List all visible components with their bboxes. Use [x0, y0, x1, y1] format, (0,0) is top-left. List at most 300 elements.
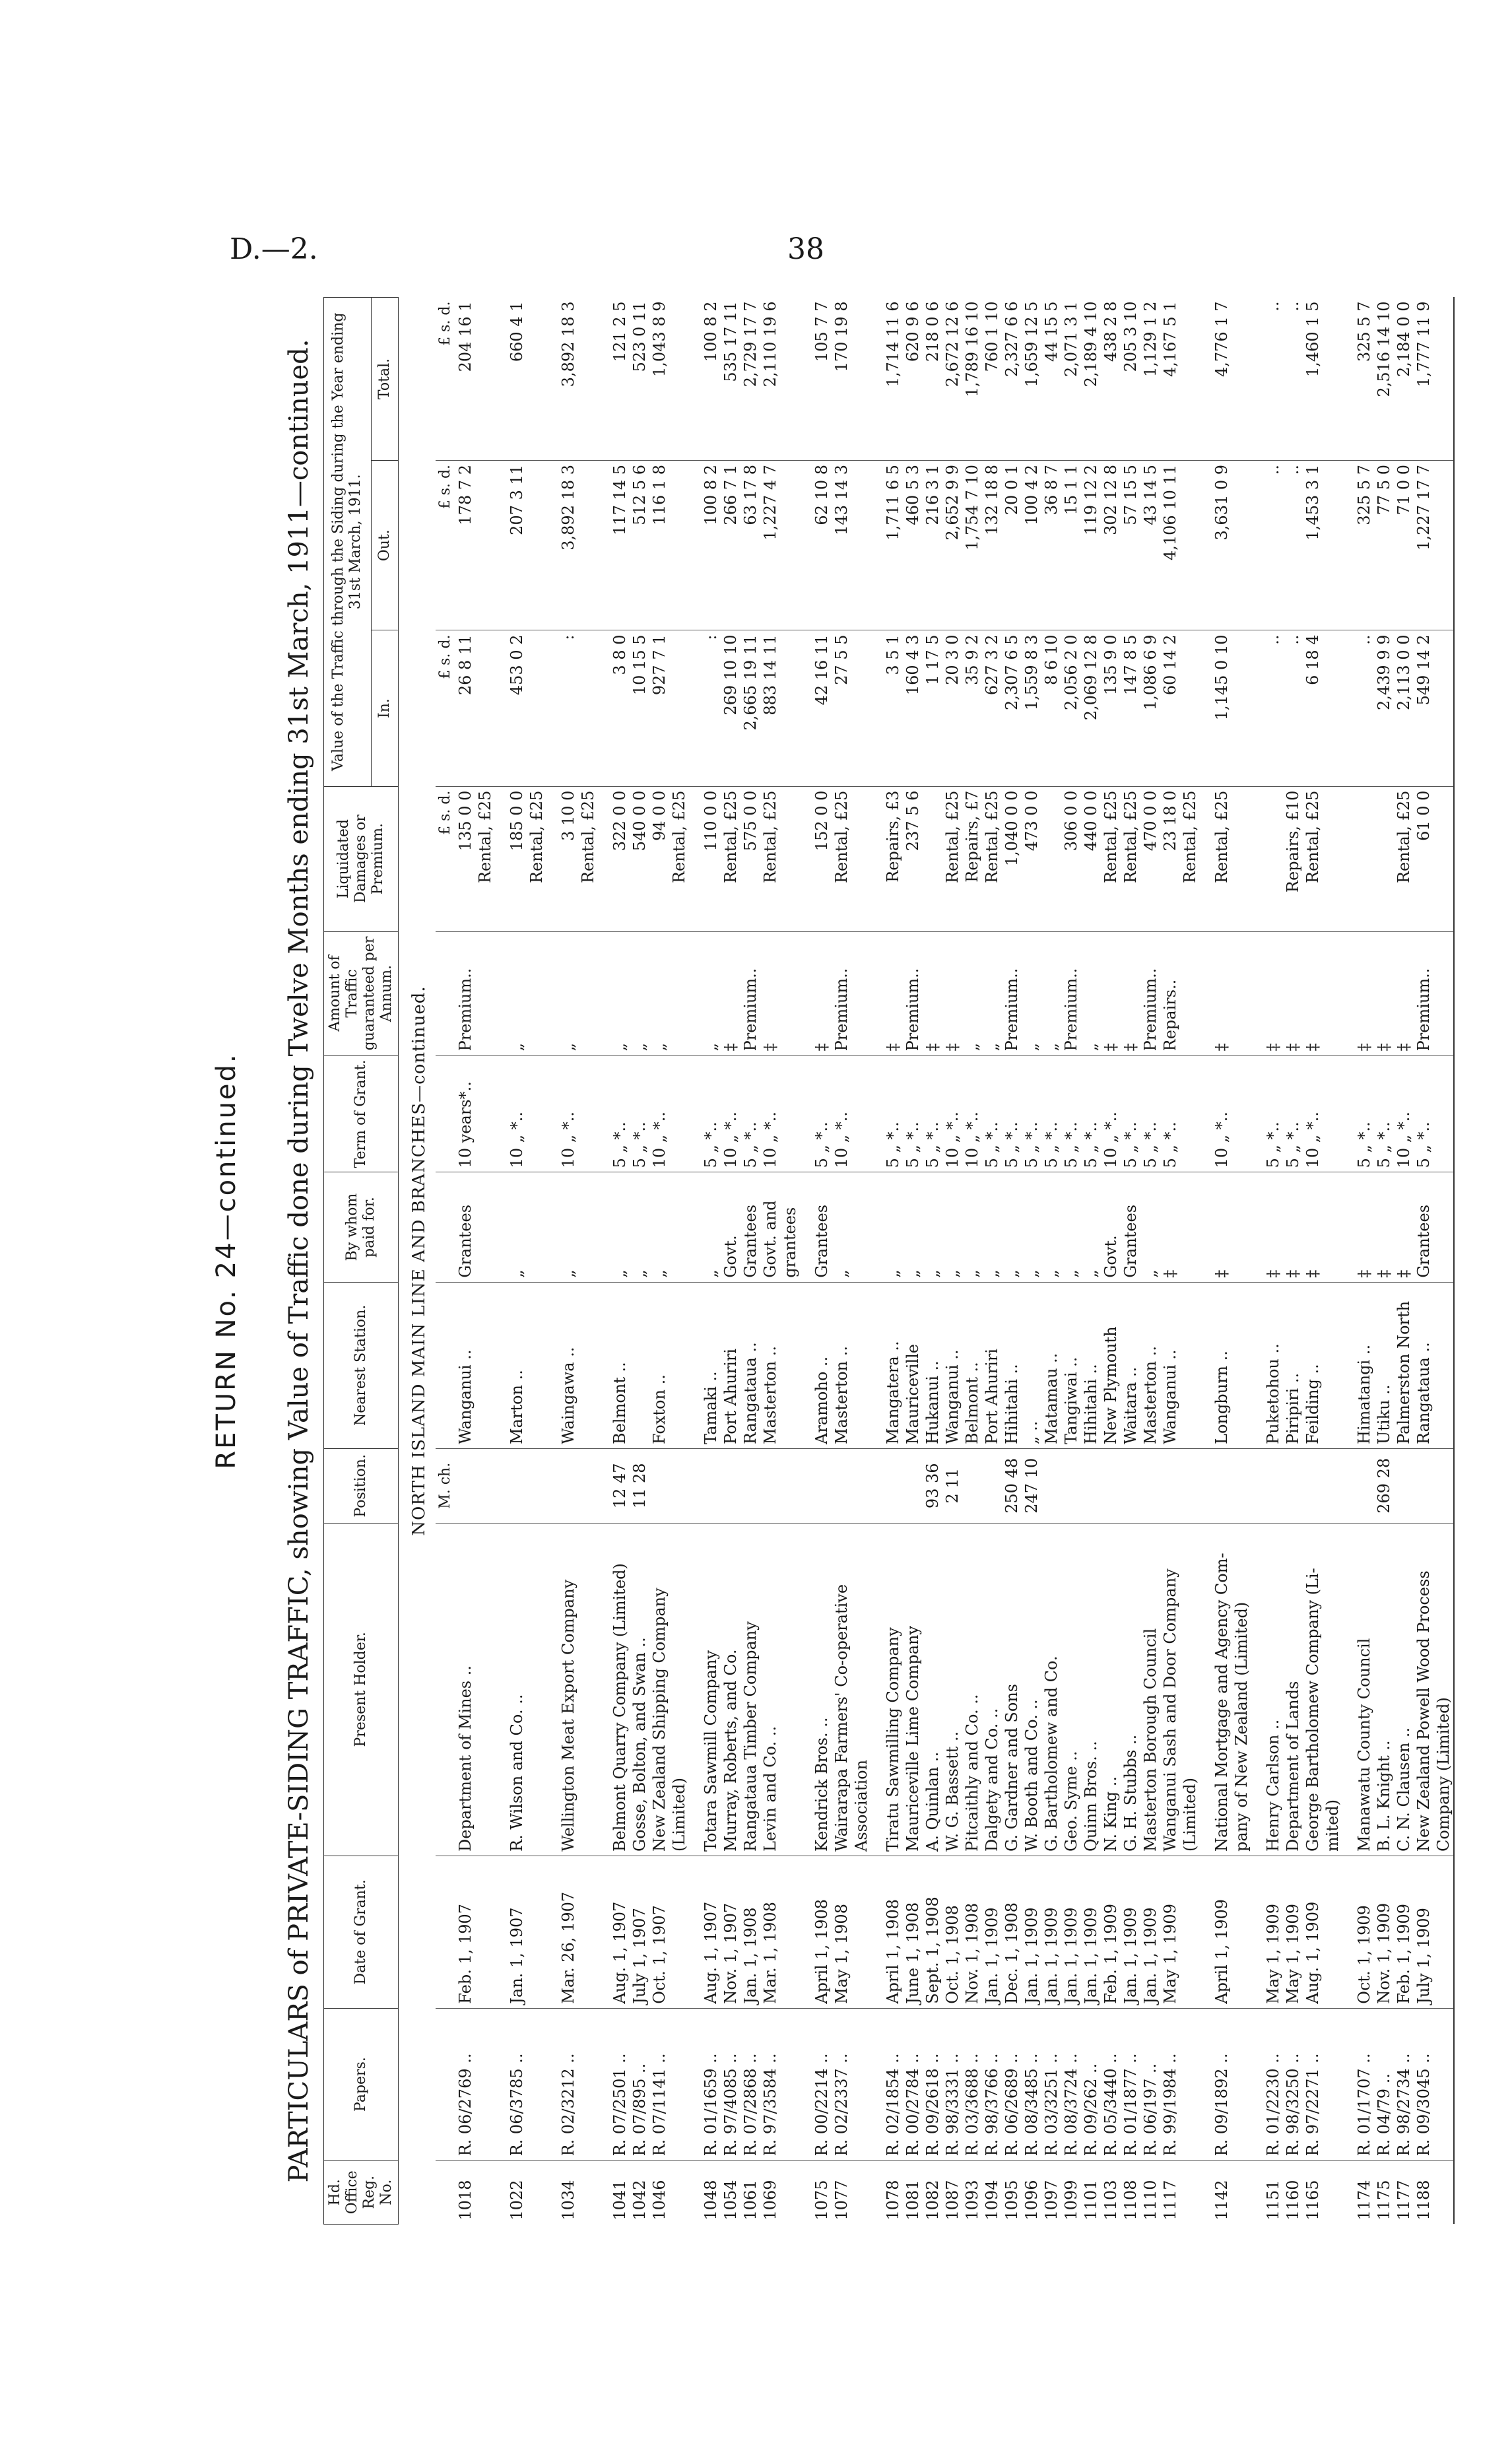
table-row [1303, 298, 1323, 2225]
cell-position [527, 1448, 546, 1523]
cell-value-in: 2,056 2 0 [1061, 630, 1081, 786]
cell-value-out: 36 8 7 [1041, 460, 1061, 630]
cell-paid-by: Grantees [455, 1172, 475, 1282]
cell-position [1101, 1448, 1121, 1523]
cell-value-in: 3 8 0 [610, 630, 630, 786]
cell-value-total: .. [1263, 298, 1283, 461]
cell-damages: Repairs, £7 [962, 786, 982, 931]
cell-papers: R. 01/1659 .. [701, 2008, 721, 2161]
cell-nearest-station: Palmerston North [1394, 1282, 1414, 1448]
cell-term [475, 1056, 495, 1172]
cell-value-total: 1,789 16 10 [962, 298, 982, 461]
cell-paid-by: „ [923, 1172, 942, 1282]
cell-paid-by: ‡ [1303, 1172, 1323, 1282]
cell-date-of-grant: May 1, 1908 [832, 1856, 851, 2008]
cell-present-holder: Levin and Co. .. [760, 1523, 780, 1856]
cell-term: 5 „ *.. [1002, 1056, 1022, 1172]
cell-term: 5 „ *.. [903, 1056, 923, 1172]
cell-value-total: 325 5 7 [1354, 298, 1374, 461]
cell-nearest-station [851, 1282, 871, 1448]
col-header-hd-office-reg-no: Hd. Office Reg. No. [324, 2161, 399, 2225]
cell-present-holder: New Zealand Powell Wood Process [1414, 1523, 1433, 1856]
cell-reg-no: 1082 [923, 2180, 942, 2221]
cell-nearest-station: Puketohou .. [1263, 1282, 1283, 1448]
cell-value-in: .. [1283, 630, 1303, 786]
cell-present-holder: Murray, Roberts, and Co. [721, 1523, 740, 1856]
cell-present-holder: Belmont Quarry Company (Limited) [610, 1523, 630, 1856]
cell-present-holder: National Mortgage and Agency Com- [1212, 1523, 1232, 1856]
cell-date-of-grant: Mar. 1, 1908 [760, 1856, 780, 2008]
cell-paid-by: ‡ [1160, 1172, 1180, 1282]
cell-paid-by: „ [558, 1172, 578, 1282]
cell-position [851, 1448, 871, 1523]
cell-position [507, 1448, 527, 1523]
cell-nearest-station: Masterton .. [760, 1282, 780, 1448]
cell-papers [669, 2008, 689, 2161]
section-heading: NORTH ISLAND MAIN LINE AND BRANCHES—continued. [409, 986, 429, 1536]
cell-term: 5 „ *.. [1022, 1056, 1041, 1172]
cell-date-of-grant: Nov. 1, 1908 [962, 1856, 982, 2008]
cell-value-in: 147 8 5 [1121, 630, 1140, 786]
cell-date-of-grant [578, 1856, 598, 2008]
cell-value-in: .. [1263, 630, 1283, 786]
cell-date-of-grant: Jan. 1, 1909 [982, 1856, 1002, 2008]
cell-paid-by: „ [630, 1172, 649, 1282]
cell-present-holder: New Zealand Shipping Company [649, 1523, 669, 1856]
cell-value-out [578, 460, 598, 630]
cell-value-total: 2,071 3 1 [1061, 298, 1081, 461]
cell-term: 10 „ *.. [558, 1056, 578, 1172]
cell-guaranteed [1433, 931, 1454, 1056]
cell-position [578, 1448, 598, 1523]
cell-value-total [669, 298, 689, 461]
table-row [740, 298, 760, 2225]
cell-paid-by: „ [649, 1172, 669, 1282]
cell-position: 93 36 [923, 1448, 942, 1523]
cell-papers [578, 2008, 598, 2161]
cell-damages: 575 0 0 [740, 786, 760, 931]
cell-term: 10 „ *.. [760, 1056, 780, 1172]
cell-papers: R. 02/1854 .. [883, 2008, 903, 2161]
cell-term [1180, 1056, 1200, 1172]
cell-nearest-station: Waingawa .. [558, 1282, 578, 1448]
cell-date-of-grant [1180, 1856, 1200, 2008]
private-siding-table [323, 297, 1455, 2225]
cell-guaranteed [1180, 931, 1200, 1056]
cell-date-of-grant [1433, 1856, 1454, 2008]
cell-value-out: 4,106 10 11 [1160, 460, 1180, 630]
cell-nearest-station: Belmont .. [610, 1282, 630, 1448]
cell-paid-by: „ [883, 1172, 903, 1282]
cell-value-in: 20 3 0 [942, 630, 962, 786]
cell-date-of-grant: Nov. 1, 1909 [1374, 1856, 1394, 2008]
table-row [1022, 298, 1041, 2225]
cell-value-total [780, 298, 800, 461]
cell-reg-no: 1096 [1022, 2180, 1041, 2221]
cell-value-in: 2,069 12 8 [1081, 630, 1101, 786]
cell-guaranteed: ‡ [942, 931, 962, 1056]
cell-guaranteed: ‡ [721, 931, 740, 1056]
cell-damages: Rental, £25 [982, 786, 1002, 931]
cell-value-out: 1,754 7 10 [962, 460, 982, 630]
cell-term: 5 „ *.. [1354, 1056, 1374, 1172]
cell-date-of-grant: July 1, 1907 [630, 1856, 649, 2008]
cell-term: 10 years*.. [455, 1056, 475, 1172]
cell-nearest-station: Aramoho .. [812, 1282, 832, 1448]
cell-paid-by: ‡ [1354, 1172, 1374, 1282]
cell-value-total: 44 15 5 [1041, 298, 1061, 461]
cell-present-holder: Wellington Meat Export Company [558, 1523, 578, 1856]
cell-damages: 540 0 0 [630, 786, 649, 931]
cell-value-total: 2,110 19 6 [760, 298, 780, 461]
cell-guaranteed [578, 931, 598, 1056]
cell-date-of-grant: Oct. 1, 1907 [649, 1856, 669, 2008]
cell-present-holder: Tiratu Sawmilling Company [883, 1523, 903, 1856]
cell-nearest-station: Hihitahi .. [1081, 1282, 1101, 1448]
cell-value-out: 512 5 6 [630, 460, 649, 630]
cell-papers [1323, 2008, 1342, 2161]
cell-guaranteed [1232, 931, 1251, 1056]
cell-date-of-grant: Jan. 1, 1909 [1022, 1856, 1041, 2008]
cell-term: 5 „ *.. [1041, 1056, 1061, 1172]
cell-present-holder: Gosse, Bolton, and Swan .. [630, 1523, 649, 1856]
col-header-damages-or-premium: Liquidated Damages or Premium. [324, 786, 399, 931]
cell-value-total: 2,327 6 6 [1002, 298, 1022, 461]
cell-nearest-station: Hukanui .. [923, 1282, 942, 1448]
cell-damages: 237 5 6 [903, 786, 923, 931]
cell-value-in: 883 14 11 [760, 630, 780, 786]
cell-position [832, 1448, 851, 1523]
cell-value-in: 2,307 6 5 [1002, 630, 1022, 786]
cell-value-total: 100 8 2 [701, 298, 721, 461]
cell-value-total: 760 1 10 [982, 298, 1002, 461]
cell-value-out: 1,227 4 7 [760, 460, 780, 630]
cell-value-total [1433, 298, 1454, 461]
cell-guaranteed [669, 931, 689, 1056]
cell-position [982, 1448, 1002, 1523]
cell-present-holder [475, 1523, 495, 1856]
table-row [1232, 298, 1251, 2225]
cell-damages: 110 0 0 [701, 786, 721, 931]
cell-value-total: 438 2 8 [1101, 298, 1121, 461]
cell-value-out: 143 14 3 [832, 460, 851, 630]
cell-paid-by [1323, 1172, 1342, 1282]
cell-guaranteed [1323, 931, 1342, 1056]
cell-value-out: 57 15 5 [1121, 460, 1140, 630]
cell-damages: Rental, £25 [942, 786, 962, 931]
cell-nearest-station [1433, 1282, 1454, 1448]
cell-value-in: : [701, 630, 721, 786]
cell-papers: R. 98/2734 .. [1394, 2008, 1414, 2161]
cell-date-of-grant: July 1, 1909 [1414, 1856, 1433, 2008]
cell-term: 10 „ *.. [942, 1056, 962, 1172]
cell-damages: 3 10 0 [558, 786, 578, 931]
table-row [610, 298, 630, 2225]
cell-guaranteed: Premium.. [1061, 931, 1081, 1056]
cell-value-in: 42 16 11 [812, 630, 832, 786]
cell-date-of-grant: April 1, 1909 [1212, 1856, 1232, 2008]
cell-position [721, 1448, 740, 1523]
cell-reg-no: 1078 [884, 2180, 902, 2221]
section-row [399, 298, 436, 2225]
cell-value-total [475, 298, 495, 461]
table-row [1394, 298, 1414, 2225]
cell-position: 2 11 [942, 1448, 962, 1523]
table-row [1283, 298, 1303, 2225]
cell-present-holder: B. L. Knight .. [1374, 1523, 1394, 1856]
cell-date-of-grant: Sept. 1, 1908 [923, 1856, 942, 2008]
cell-present-holder: Dalgety and Co. .. [982, 1523, 1002, 1856]
cell-damages: 185 0 0 [507, 786, 527, 931]
cell-present-holder: mited) [1323, 1523, 1342, 1856]
cell-reg-no: 1095 [1003, 2180, 1021, 2221]
cell-nearest-station: Mangatera .. [883, 1282, 903, 1448]
cell-papers [527, 2008, 546, 2161]
cell-term [780, 1056, 800, 1172]
cell-paid-by [1180, 1172, 1200, 1282]
cell-date-of-grant: May 1, 1909 [1160, 1856, 1180, 2008]
cell-damages [923, 786, 942, 931]
cell-papers: R. 06/2769 .. [455, 2008, 475, 2161]
cell-reg-no: 1117 [1161, 2180, 1179, 2221]
cell-date-of-grant: Feb. 1, 1907 [455, 1856, 475, 2008]
cell-papers: R. 02/3212 .. [558, 2008, 578, 2161]
cell-reg-no: 1018 [456, 2180, 475, 2221]
cell-value-out: 178 7 2 [455, 460, 475, 630]
cell-guaranteed: Premium.. [903, 931, 923, 1056]
cell-value-in [669, 630, 689, 786]
cell-papers: R. 08/3485 .. [1022, 2008, 1041, 2161]
cell-guaranteed: ‡ [923, 931, 942, 1056]
cell-date-of-grant: Jan. 1, 1909 [1061, 1856, 1081, 2008]
cell-present-holder: W. Booth and Co. .. [1022, 1523, 1041, 1856]
group-spacer [546, 298, 558, 2225]
cell-date-of-grant: Jan. 1, 1909 [1041, 1856, 1061, 2008]
cell-value-total [851, 298, 871, 461]
cell-value-out: 100 4 2 [1022, 460, 1041, 630]
cell-papers: R. 06/2689 .. [1002, 2008, 1022, 2161]
cell-present-holder: Totara Sawmill Company [701, 1523, 721, 1856]
cell-position [1414, 1448, 1433, 1523]
cell-term: 5 „ *.. [1121, 1056, 1140, 1172]
table-row [1061, 298, 1081, 2225]
cell-nearest-station: Marton .. [507, 1282, 527, 1448]
cell-reg-no: 1177 [1395, 2180, 1413, 2221]
cell-papers: R. 09/3045 .. [1414, 2008, 1433, 2161]
cell-value-out: 62 10 8 [812, 460, 832, 630]
units-row [436, 298, 455, 2225]
cell-papers: R. 09/2618 .. [923, 2008, 942, 2161]
cell-guaranteed: ‡ [1263, 931, 1283, 1056]
cell-damages: Rental, £25 [475, 786, 495, 931]
cell-damages: Repairs, £3 [883, 786, 903, 931]
cell-term: 5 „ *.. [701, 1056, 721, 1172]
cell-value-total: 523 0 11 [630, 298, 649, 461]
table-row [883, 298, 903, 2225]
cell-date-of-grant: Jan. 1, 1907 [507, 1856, 527, 2008]
cell-term [1232, 1056, 1251, 1172]
cell-papers: R. 06/197 .. [1140, 2008, 1160, 2161]
cell-value-total [527, 298, 546, 461]
col-header-present-holder: Present Holder. [324, 1523, 399, 1856]
cell-present-holder: (Limited) [669, 1523, 689, 1856]
cell-guaranteed: „ [630, 931, 649, 1056]
cell-papers: R. 07/895 .. [630, 2008, 649, 2161]
cell-value-in [527, 630, 546, 786]
table-row [760, 298, 780, 2225]
cell-value-total: 170 19 8 [832, 298, 851, 461]
cell-value-in: 35 9 2 [962, 630, 982, 786]
cell-damages: 306 0 0 [1061, 786, 1081, 931]
group-spacer [1342, 298, 1354, 2225]
cell-papers: R. 98/3766 .. [982, 2008, 1002, 2161]
cell-papers: R. 01/1707 .. [1354, 2008, 1374, 2161]
cell-papers: R. 03/3251 .. [1041, 2008, 1061, 2161]
cell-reg-no: 1081 [904, 2180, 922, 2221]
cell-guaranteed [527, 931, 546, 1056]
cell-present-holder [578, 1523, 598, 1856]
group-spacer [871, 298, 883, 2225]
cell-value-in: 1,145 0 10 [1212, 630, 1232, 786]
cell-present-holder: Company (Limited) [1433, 1523, 1454, 1856]
cell-value-total: 2,184 0 0 [1394, 298, 1414, 461]
cell-value-total: 660 4 1 [507, 298, 527, 461]
cell-nearest-station: Masterton .. [832, 1282, 851, 1448]
cell-reg-no: 1103 [1101, 2180, 1120, 2221]
cell-guaranteed: „ [1081, 931, 1101, 1056]
cell-term: 10 „ *.. [1303, 1056, 1323, 1172]
cell-nearest-station: Utiku .. [1374, 1282, 1394, 1448]
units-in: £ s. d. [436, 630, 455, 786]
cell-position [903, 1448, 923, 1523]
cell-paid-by: „ [1081, 1172, 1101, 1282]
cell-damages: Rental, £25 [760, 786, 780, 931]
table-row [558, 298, 578, 2225]
cell-reg-no [1323, 2161, 1342, 2225]
cell-date-of-grant: April 1, 1908 [812, 1856, 832, 2008]
table-row [780, 298, 800, 2225]
cell-nearest-station: Piripiri .. [1283, 1282, 1303, 1448]
cell-term: 10 „ *.. [1212, 1056, 1232, 1172]
cell-nearest-station: Belmont .. [962, 1282, 982, 1448]
cell-position [1354, 1448, 1374, 1523]
group-spacer [495, 298, 507, 2225]
cell-nearest-station: Himatangi .. [1354, 1282, 1374, 1448]
cell-term: 10 „ *.. [649, 1056, 669, 1172]
cell-paid-by: ‡ [1374, 1172, 1394, 1282]
document-code: D.—2. [230, 232, 318, 266]
cell-value-total: 2,729 17 7 [740, 298, 760, 461]
cell-papers: R. 04/79 .. [1374, 2008, 1394, 2161]
cell-present-holder: R. Wilson and Co. .. [507, 1523, 527, 1856]
cell-nearest-station: Longburn .. [1212, 1282, 1232, 1448]
cell-reg-no: 1034 [559, 2180, 577, 2221]
cell-value-total: 1,714 11 6 [883, 298, 903, 461]
cell-term: 10 „ *.. [721, 1056, 740, 1172]
cell-present-holder: Quinn Bros. .. [1081, 1523, 1101, 1856]
cell-reg-no: 1174 [1355, 2180, 1373, 2221]
cell-value-total [1180, 298, 1200, 461]
cell-date-of-grant: May 1, 1909 [1283, 1856, 1303, 2008]
cell-reg-no [669, 2161, 689, 2225]
cell-date-of-grant: Dec. 1, 1908 [1002, 1856, 1022, 2008]
cell-paid-by: Grantees [1121, 1172, 1140, 1282]
cell-date-of-grant: June 1, 1908 [903, 1856, 923, 2008]
table-row [721, 298, 740, 2225]
cell-present-holder: Wanganui Sash and Door Company [1160, 1523, 1180, 1856]
cell-value-out: 3,892 18 3 [558, 460, 578, 630]
cell-value-out: 117 14 5 [610, 460, 630, 630]
cell-term: 5 „ *.. [630, 1056, 649, 1172]
cell-papers: R. 98/3331 .. [942, 2008, 962, 2161]
cell-value-in: 1,086 6 9 [1140, 630, 1160, 786]
cell-present-holder: G. Gardner and Sons [1002, 1523, 1022, 1856]
cell-position [1041, 1448, 1061, 1523]
cell-guaranteed: ‡ [1303, 931, 1323, 1056]
cell-present-holder: W. G. Bassett .. [942, 1523, 962, 1856]
cell-value-total: 1,659 12 5 [1022, 298, 1041, 461]
cell-guaranteed: Premium.. [1414, 931, 1433, 1056]
cell-paid-by: Grantees [740, 1172, 760, 1282]
table-row [455, 298, 475, 2225]
cell-paid-by [475, 1172, 495, 1282]
cell-present-holder: Department of Lands [1283, 1523, 1303, 1856]
cell-present-holder: Manawatu County Council [1354, 1523, 1374, 1856]
cell-nearest-station: New Plymouth [1101, 1282, 1121, 1448]
table-row [1160, 298, 1180, 2225]
cell-reg-no [475, 2161, 495, 2225]
cell-nearest-station [578, 1282, 598, 1448]
cell-position [1081, 1448, 1101, 1523]
cell-present-holder: Henry Carlson .. [1263, 1523, 1283, 1856]
cell-reg-no: 1069 [761, 2180, 779, 2221]
cell-damages: Rental, £25 [1394, 786, 1414, 931]
cell-position [475, 1448, 495, 1523]
cell-damages [1433, 786, 1454, 931]
cell-damages [1323, 786, 1342, 931]
cell-present-holder: Department of Mines .. [455, 1523, 475, 1856]
cell-papers [851, 2008, 871, 2161]
cell-position [455, 1448, 475, 1523]
cell-guaranteed: Repairs.. [1160, 931, 1180, 1056]
cell-guaranteed: Premium.. [740, 931, 760, 1056]
cell-value-in: 1 17 5 [923, 630, 942, 786]
cell-position [1433, 1448, 1454, 1523]
cell-date-of-grant: Aug. 1, 1907 [610, 1856, 630, 2008]
cell-papers [475, 2008, 495, 2161]
cell-value-out [851, 460, 871, 630]
cell-damages: 61 0 0 [1414, 786, 1433, 931]
cell-paid-by: „ [903, 1172, 923, 1282]
cell-value-out [669, 460, 689, 630]
group-spacer [689, 298, 701, 2225]
table-row [1121, 298, 1140, 2225]
cell-nearest-station: Wanganui .. [455, 1282, 475, 1448]
cell-present-holder: Mauriceville Lime Company [903, 1523, 923, 1856]
cell-position: 250 48 [1002, 1448, 1022, 1523]
cell-value-total: 3,892 18 3 [558, 298, 578, 461]
cell-present-holder: pany of New Zealand (Limited) [1232, 1523, 1251, 1856]
cell-reg-no [1433, 2161, 1454, 2225]
cell-position [649, 1448, 669, 1523]
table-row [1414, 298, 1433, 2225]
cell-guaranteed: ‡ [1354, 931, 1374, 1056]
cell-value-in: 27 5 5 [832, 630, 851, 786]
cell-damages: Rental, £25 [1180, 786, 1200, 931]
cell-value-total: 1,129 1 2 [1140, 298, 1160, 461]
table-row [1101, 298, 1121, 2225]
cell-value-in: 549 14 2 [1414, 630, 1433, 786]
